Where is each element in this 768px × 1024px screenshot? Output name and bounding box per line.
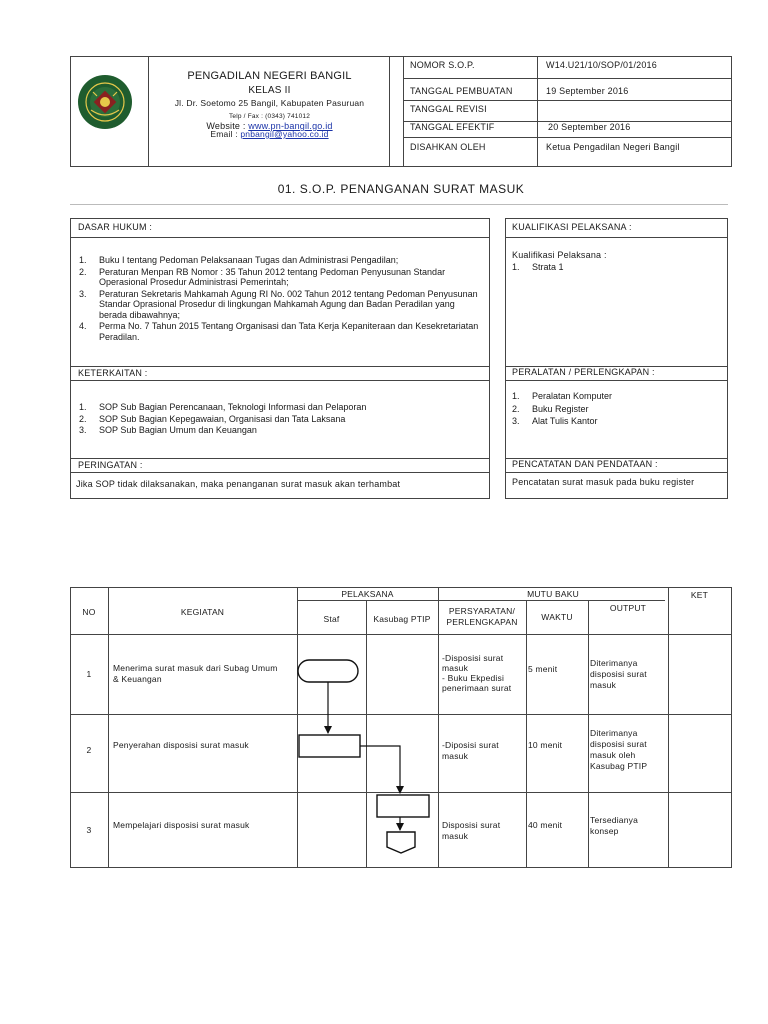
col-header-ket: KET (690, 590, 709, 600)
list-item: 2. Buku Register (512, 403, 589, 414)
court-name: PENGADILAN NEGERI BANGIL (187, 70, 352, 82)
col-header-mutu-baku: MUTU BAKU (527, 589, 579, 599)
court-address: Jl. Dr. Soetomo 25 Bangil, Kabupaten Pasuruan (174, 98, 365, 108)
meta-label-disahkan: DISAHKAN OLEH (410, 142, 486, 152)
flow-offpage-connector (387, 832, 415, 853)
flow-arrow-2 (360, 746, 400, 793)
meta-label-pembuatan: TANGGAL PEMBUATAN (410, 86, 513, 96)
court-logo-icon (77, 74, 133, 130)
kualifikasi-heading: KUALIFIKASI PELAKSANA : (512, 222, 632, 232)
meta-label-revisi: TANGGAL REVISI (410, 104, 487, 114)
row-2-kegiatan: Penyerahan disposisi surat masuk (113, 740, 249, 750)
flow-process-kasubag (377, 795, 429, 817)
row-3-waktu: 40 menit (528, 820, 563, 830)
row-2-output: Diterimanya disposisi surat masuk oleh Kasubag PTIP (590, 728, 648, 771)
meta-value-pembuatan: 19 September 2016 (546, 86, 629, 96)
col-header-waktu: WAKTU (541, 612, 573, 622)
dasar-hukum-heading: DASAR HUKUM : (78, 222, 153, 232)
row-3-no: 3 (86, 825, 92, 835)
row-3-kegiatan: Mempelajari disposisi surat masuk (113, 820, 250, 830)
row-3-persyaratan: Disposisi surat masuk (442, 820, 501, 841)
list-item: 2. SOP Sub Bagian Kepegawaian, Organisasi dan Tata Laksana (79, 413, 346, 424)
col-header-persyaratan: PERSYARATAN/ PERLENGKAPAN (446, 606, 518, 627)
meta-value-efektif: 20 September 2016 (548, 122, 631, 132)
kualifikasi-intro: Kualifikasi Pelaksana : (512, 250, 607, 260)
row-1-output: Diterimanya disposisi surat masuk (590, 658, 647, 690)
row-1-kegiatan: Menerima surat masuk dari Subag Umum & Keuangan (113, 663, 278, 684)
court-email: Email : pnbangil@yahoo.co.id (210, 129, 329, 139)
peringatan-heading: PERINGATAN : (78, 460, 143, 470)
court-phone: Telp / Fax : (0343) 741012 (228, 113, 311, 120)
meta-label-efektif: TANGGAL EFEKTIF (410, 122, 495, 132)
sop-flow-table (70, 587, 732, 867)
keterkaitan-heading: KETERKAITAN : (78, 368, 148, 378)
row-1-no: 1 (86, 669, 92, 679)
meta-value-nomor: W14.U21/10/SOP/01/2016 (546, 60, 657, 70)
row-2-waktu: 10 menit (528, 740, 563, 750)
row-1-waktu: 5 menit (528, 664, 558, 674)
keterkaitan-list (79, 402, 479, 437)
peralatan-list (512, 391, 712, 428)
website-link[interactable]: www.pn-bangil.go.id (248, 121, 333, 131)
col-header-kasubag: Kasubag PTIP (373, 614, 431, 624)
col-header-no: NO (82, 607, 96, 617)
list-item: 3. Peraturan Sekretaris Mahkamah Agung RI No. 002 Tahun 2012 tentang Pedoman Penyusunan Standar Oprasional Prosedur di lingkungan Mahkamah Agung dan Badan Peradilan yang berada dibawahnya; (79, 288, 478, 320)
flowchart (70, 587, 732, 867)
col-header-pelaksana: PELAKSANA (341, 589, 394, 599)
meta-value-disahkan: Ketua Pengadilan Negeri Bangil (546, 142, 680, 152)
list-item: 1. Buku I tentang Pedoman Pelaksanaan Tugas dan Administrasi Pengadilan; (79, 255, 399, 265)
email-link[interactable]: pnbangil@yahoo.co.id (240, 129, 329, 139)
list-item: 1. SOP Sub Bagian Perencanaan, Teknologi Informasi dan Pelaporan (79, 402, 367, 412)
list-item: 3. SOP Sub Bagian Umum dan Keuangan (79, 425, 257, 435)
flow-start-terminator (298, 660, 358, 682)
list-item: 2. Peraturan Menpan RB Nomor : 35 Tahun 2012 tentang Pedoman Penyusunan Standar Operasional Prosedur Administrasi Pemerintah; (79, 266, 446, 287)
list-item: 1. Strata 1 (512, 262, 564, 272)
peringatan-text: Jika SOP tidak dilaksanakan, maka penanganan surat masuk akan terhambat (76, 479, 401, 489)
col-header-kegiatan: KEGIATAN (180, 607, 225, 617)
kualifikasi-list (512, 262, 712, 274)
list-item: 3. Alat Tulis Kantor (512, 416, 598, 426)
row-2-no: 2 (86, 745, 92, 755)
row-2-persyaratan: -Diposisi surat masuk (442, 740, 499, 761)
pencatatan-text: Pencatatan surat masuk pada buku register (512, 477, 695, 487)
peralatan-heading: PERALATAN / PERLENGKAPAN : (512, 367, 655, 377)
row-3-output: Tersedianya konsep (590, 815, 639, 836)
col-header-staf: Staf (323, 614, 340, 624)
col-header-output: OUTPUT (609, 603, 647, 613)
meta-label-nomor: NOMOR S.O.P. (410, 60, 475, 70)
court-class: KELAS II (248, 85, 291, 96)
dasar-hukum-list (79, 255, 479, 343)
list-item: 4. Perma No. 7 Tahun 2015 Tentang Organisasi dan Tata Kerja Kepaniteraan dan Kesekretariatan Peradilan. (79, 321, 479, 342)
page-title: 01. S.O.P. PENANGANAN SURAT MASUK (277, 182, 525, 196)
flow-process-staf (299, 735, 360, 757)
list-item: 1. Peralatan Komputer (512, 391, 613, 401)
pencatatan-heading: PENCATATAN DAN PENDATAAN : (512, 459, 658, 469)
row-1-persyaratan: -Disposisi surat masuk - Buku Ekpedisi penerimaan surat (442, 653, 512, 693)
court-website: Website : www.pn-bangil.go.id (206, 121, 333, 131)
